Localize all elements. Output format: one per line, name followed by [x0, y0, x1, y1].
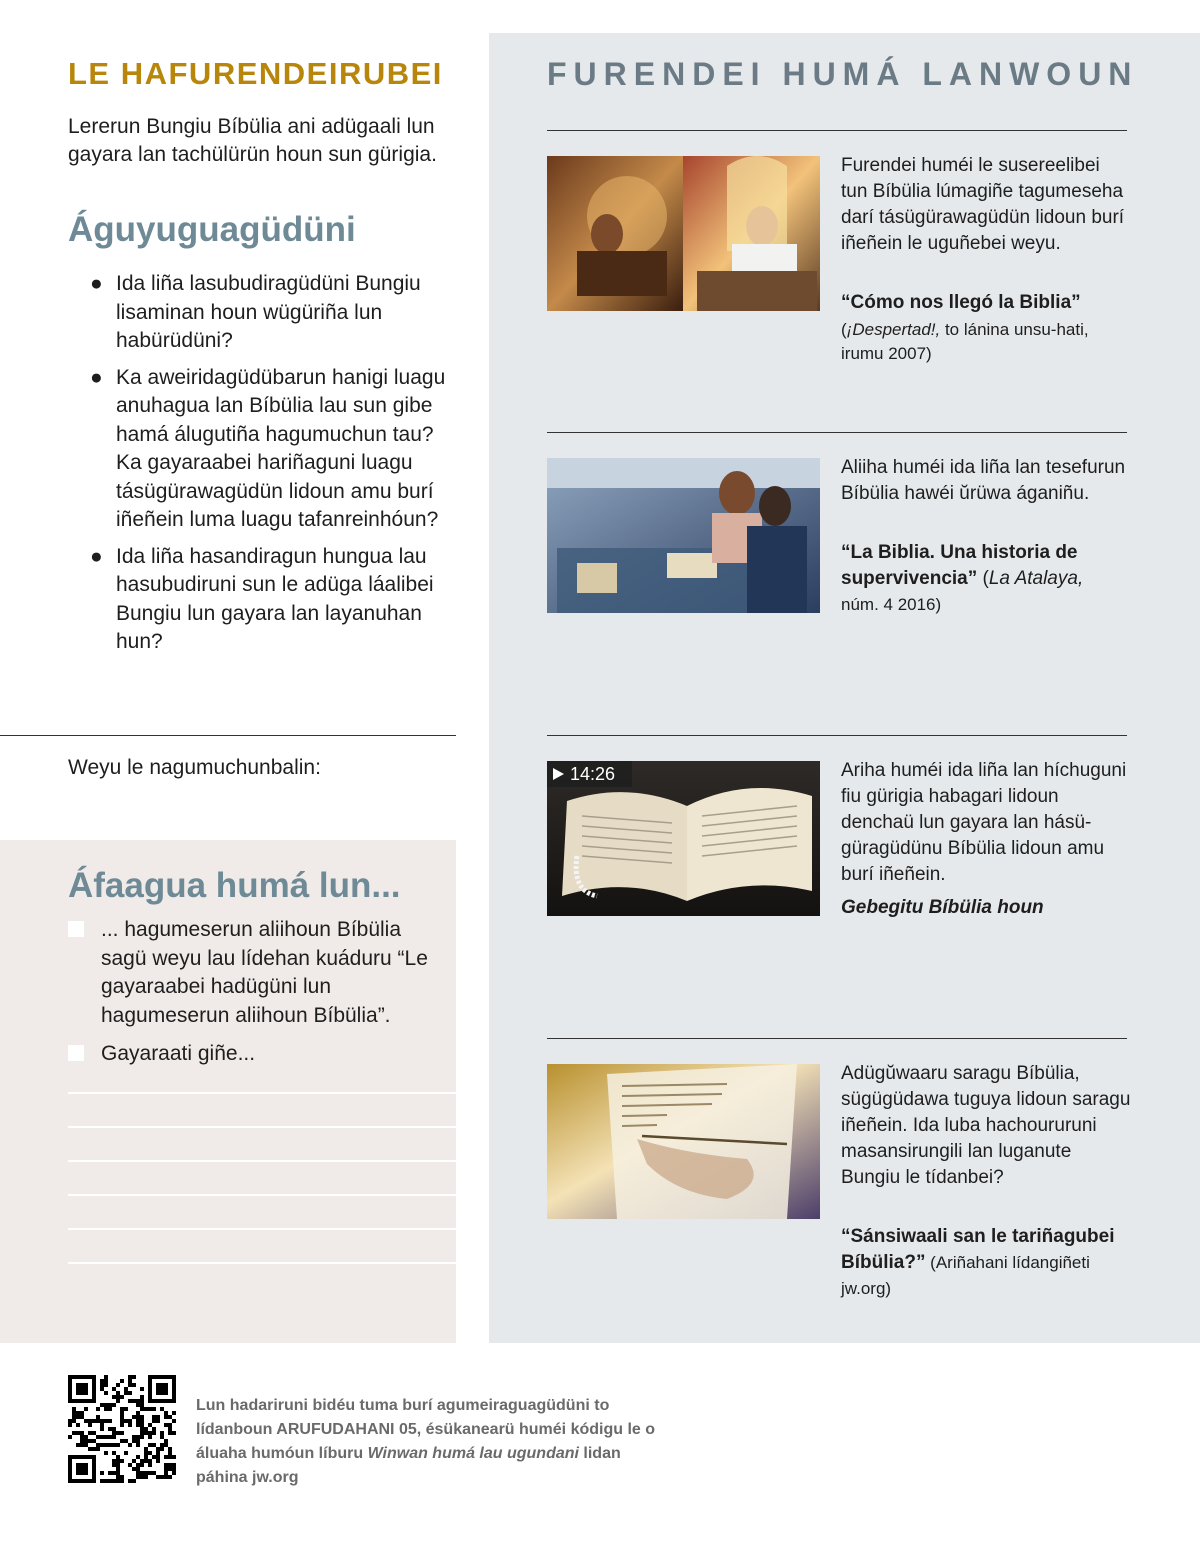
question-item: [90, 270, 460, 356]
review-intro: Lererun Bungiu Bíbülia ani adügaali lun gayara lan tachülürün houn sun gürigia.: [68, 115, 437, 166]
scribes-illustration[interactable]: [547, 156, 820, 311]
video-thumbnail[interactable]: [547, 761, 820, 916]
museum-illustration[interactable]: [547, 458, 820, 613]
article-link[interactable]: “La Biblia. Una historia de supervivencia” (La Atalaya,: [841, 542, 1084, 589]
divider: [547, 1038, 1127, 1039]
divider: [0, 735, 456, 736]
publication-name: ¡Despertad!,: [846, 320, 941, 339]
question-item: [90, 543, 460, 657]
question-item: [90, 364, 460, 535]
question-text: Ida liña hasandiragun hungua lau hasubudiruni sun le adüga láalibei Bungiu lun gayara lan layanuhan hun?: [116, 544, 434, 653]
goal-text: Gayaraati giñe...: [101, 1042, 256, 1065]
entry-description: Adügŭwaaru saragu Bíbülia, sügügüdawa tuguya lidoun saragu iñeñein. Ida luba hachoururuni masansirungili lan luganute Bungiu le tídanbei?: [841, 1063, 1131, 1188]
checkbox[interactable]: [68, 921, 84, 937]
writing-line[interactable]: [68, 1228, 456, 1230]
question-text: Ka aweiridagüdübarun hanigi luagu anuhagua lan Bíbülia lau sun gibe hamá álugutiña hagumuchun tau? Ka gayaraabei hariñaguni luagu tásügürawagüdün lidoun amu burí iñeñein luma luagu tafanreinhóun?: [116, 365, 446, 531]
goals-heading: Áfaagua humá lun...: [68, 866, 401, 905]
divider: [547, 130, 1127, 131]
article-source: núm. 4 2016): [841, 595, 942, 614]
article-link[interactable]: “Cómo nos llegó la Biblia”: [841, 292, 1081, 313]
entry-description: Aliiha huméi ida liña lan tesefurun Bíbülia hawéi ŭrüwa áganiñu.: [841, 457, 1126, 504]
article-source: (¡Despertad!, to lánina unsu-hati, irumu 2007): [841, 320, 1089, 363]
scribe-writing-illustration[interactable]: [547, 1064, 820, 1219]
book-title: Winwan humá lau ugundani: [367, 1445, 579, 1462]
entry-description: Ariha huméi ida liña lan híchuguni fiu gürigia habagari lidoun denchaü lun gayara lan hásügüragüdünu Bíbülia lidoun amu burí iñeñein.: [841, 760, 1127, 885]
video-duration-badge: 14:26: [547, 761, 632, 787]
question-list: [90, 270, 460, 665]
writing-line[interactable]: [68, 1262, 456, 1264]
bullet-icon: ●: [90, 365, 103, 389]
footer-note: Lun hadariruni bidéu tuma burí agumeiraguagüdüni to lídanboun ARUFUDAHANI 05, ésükanearü huméi kódigu le o áluaha humóun líburu Winwan humá lau ugundani lidan páhina jw.org: [196, 1397, 656, 1486]
writing-line[interactable]: [68, 1126, 456, 1128]
divider: [547, 735, 1127, 736]
video-link[interactable]: Gebegitu Bíbülia houn: [841, 897, 1044, 918]
writing-line[interactable]: [68, 1194, 456, 1196]
writing-line[interactable]: [68, 1092, 456, 1094]
goal-item[interactable]: [68, 1040, 428, 1069]
play-icon: [553, 768, 564, 780]
bullet-icon: ●: [90, 544, 103, 568]
article-link[interactable]: “Sánsiwaali san le tariñagubei Bíbülia?” (Ariñahani lídangiñeti jw.org): [841, 1226, 1115, 1298]
entry-description: Furendei huméi le susereelibei tun Bíbülia lúmagiñe tagumeseha darí tásügürawagüdün lidoun burí iñeñein le uguñebei weyu.: [841, 155, 1125, 254]
goal-text: ... hagumeserun aliihoun Bíbülia sagü weyu lau lídehan kuáduru “Le gayaraabei hadügüni lun hagumeserun aliihoun Bíbülia”.: [101, 918, 428, 1027]
qr-code[interactable]: [68, 1375, 176, 1483]
question-text: Ida liña lasubudiragüdüni Bungiu lisaminan houn wügüriña lun habürüdüni?: [116, 272, 421, 352]
article-source: (Ariñahani lídangiñeti jw.org): [841, 1253, 1090, 1298]
explore-title: FURENDEI HUMÁ LANWOUN: [547, 56, 1139, 92]
remember-label: Weyu le nagumuchunbalin:: [68, 756, 321, 779]
publication-name: La Atalaya,: [988, 568, 1084, 589]
questions-heading: Águyuguagüdüni: [68, 210, 356, 249]
review-title: LE HAFURENDEIRUBEI: [68, 56, 443, 91]
writing-line[interactable]: [68, 1160, 456, 1162]
divider: [547, 432, 1127, 433]
goal-item[interactable]: [68, 916, 428, 1030]
bullet-icon: ●: [90, 272, 103, 295]
checkbox[interactable]: [68, 1045, 84, 1061]
